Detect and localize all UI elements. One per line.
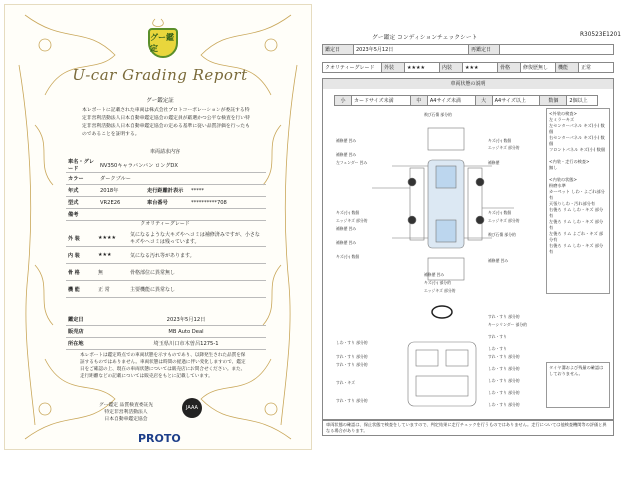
- int-stars: ★★★: [463, 63, 498, 73]
- legend-row: [334, 95, 598, 106]
- legend-key: 中: [410, 96, 427, 106]
- interior-label: キーシリンダー 部分的: [488, 322, 527, 327]
- row-value: 2018年: [98, 185, 145, 197]
- row-key: カラー: [66, 173, 98, 185]
- certificate-description: 本レポートに記載された車両は株式会社プロトコーポレーションが委託する特定非営利活動法人日本自動車鑑定協会の鑑定員が厳選かつ公平な検査を行い特定非営利活動法人日本自動車鑑定協会の定める基準に従い品質評価を行ったものであることを証明する。: [82, 108, 250, 137]
- sheet-code: R30523E1201: [580, 32, 621, 38]
- interior-label: すれ・すり 部分的: [336, 398, 368, 403]
- table-row: [66, 326, 266, 338]
- damage-label: 補修歴: [488, 160, 500, 165]
- legend-value: A4サイズ未満: [427, 96, 475, 106]
- row-value: 2023年5月12日: [106, 314, 266, 326]
- row-key: 年式: [66, 185, 98, 197]
- damage-label: エッジキズ 部分的: [488, 218, 520, 223]
- interior-label: しわ・すり 部分的: [488, 390, 520, 395]
- int-label: 内装: [440, 63, 463, 73]
- damage-label: 飛び石傷 部分的: [424, 112, 452, 117]
- table-row: [66, 314, 266, 326]
- damage-label: 補修歴 凹み: [488, 258, 509, 263]
- row-key: 所在地: [66, 338, 106, 350]
- table-row: [66, 338, 266, 350]
- damage-label: キズ(小) 数個: [488, 138, 512, 143]
- ext-stars: ★★★★: [405, 63, 440, 73]
- sheet-title: グー鑑定 コンディションチェックシート: [372, 35, 478, 41]
- legend-value: 2個以上: [567, 96, 598, 106]
- interior-label: しわ・すり 部分的: [488, 378, 520, 383]
- proto-logo: PROTO: [138, 432, 181, 445]
- row-key: 型式: [66, 197, 98, 209]
- recheck-value: [500, 45, 614, 55]
- func-value: 正常: [579, 63, 614, 73]
- logo-shield: グー鑑定: [148, 28, 178, 58]
- table-row: [66, 281, 266, 298]
- row-value: **********708: [189, 197, 266, 209]
- grade-row: [322, 62, 614, 73]
- grade-desc: 気になるような大キズやヘコミは補修済みですが、小さなキズやヘコミは残っています。: [128, 230, 266, 247]
- legend-key: 小: [335, 96, 352, 106]
- org-line: グー鑑定 品質検査委託先: [98, 403, 154, 408]
- grade-key: 骨 格: [66, 264, 96, 281]
- frame-label: 骨格: [498, 63, 521, 73]
- row-key: 販売店: [66, 326, 106, 338]
- row-value: 埼玉県川口市木曽呂1275-1: [106, 338, 266, 350]
- row-key: 鑑定日: [66, 314, 106, 326]
- table-row: [66, 185, 266, 197]
- damage-label: キズ(小) 数個: [336, 254, 360, 259]
- quality-section-title: クオリティーグレード: [140, 221, 190, 227]
- damage-label: 補修歴 凹み: [336, 240, 357, 245]
- recheck-label: 再鑑定日: [469, 45, 500, 55]
- grade-key: 内 装: [66, 247, 96, 264]
- row-key: 車台番号: [145, 197, 189, 209]
- grade-desc: 骨格部位に異常無し: [128, 264, 266, 281]
- ext-label: 外装: [382, 63, 405, 73]
- damage-label: エッジキズ 部分的: [424, 288, 456, 293]
- vehicle-section-title: 車両請求内容: [149, 149, 180, 155]
- inspection-org: [86, 402, 166, 423]
- damage-label: 左フェンダー 凹み: [336, 160, 368, 165]
- row-value: VR2E26: [98, 197, 145, 209]
- interior-label: しわ・すり 部分的: [488, 366, 520, 371]
- row-value: ダークブルー: [98, 173, 266, 185]
- issue-table: [66, 314, 266, 350]
- damage-label: 補修歴 凹み: [424, 272, 445, 277]
- row-key: 備考: [66, 209, 98, 221]
- damage-label: 補修歴 凹み: [336, 138, 357, 143]
- table-row: [66, 264, 266, 281]
- damage-label: エッジキズ 部分的: [336, 218, 368, 223]
- grade-score: 正 常: [96, 281, 128, 298]
- grade-score: ★★★★: [96, 230, 128, 247]
- grade-score: ★★★: [96, 247, 128, 264]
- frame-value: 修復歴無し: [521, 63, 556, 73]
- table-row: [66, 209, 266, 221]
- table-row: [66, 247, 266, 264]
- date-row: [322, 44, 614, 55]
- legend-value: A4サイズ以上: [492, 96, 540, 106]
- interior-label: すれ・すり 部分的: [488, 354, 520, 359]
- interior-label: しわ・すり 部分的: [488, 402, 520, 407]
- damage-label: 補修歴 凹み: [336, 152, 357, 157]
- table-row: [66, 158, 266, 173]
- certificate-footnote: 本レポートは鑑定時点での車両状態を示すものであり、以降発生された品質を保証するものではありません。車両状態は時間の経過に伴い変化しますので、鑑定日をご確認の上、現在の車両状態については販売店にお問合せください。また、走行距離などの記載については販売店をもとに記載しています。: [80, 353, 246, 379]
- row-key: 車名・グレード: [66, 158, 98, 173]
- org-line: 特定非営利活動法人: [104, 410, 148, 415]
- qg-label: クオリティーグレード: [323, 63, 382, 73]
- date-value: 2023年5月12日: [354, 45, 469, 55]
- row-value: NV350キャラバンバン ロングDX: [98, 158, 266, 173]
- damage-label: エッジキズ 部分的: [488, 145, 520, 150]
- damage-label: 補修歴 凹み: [336, 226, 357, 231]
- row-value: MB Auto Deal: [106, 326, 266, 338]
- interior-label: すれ・キズ: [336, 380, 355, 385]
- date-label: 鑑定日: [323, 45, 354, 55]
- row-value: *****: [189, 185, 266, 197]
- interior-label: すれ・すり: [488, 334, 507, 339]
- interior-label: しわ・すり: [488, 346, 507, 351]
- inspection-notes: <外装の検査> 左ミラーキズ 左センターパネル キズ(小) 数個 右センターパネル キズ(小) 数個 フロントパネル キズ(小) 数個 <内装・走行の検査> 無し <内装の状態> 粉磨水準 カーペット しわ・よごれ部分有 天張りしわ・汚れ部分有 右後ろ リム しわ・キズ 部分有 左後ろ リム しわ・キズ 部分有 左後ろ リム よごれ・キズ 部分有 右後ろ リム しわ・キズ 部分有: [546, 108, 610, 294]
- interior-diagram: [396, 300, 486, 412]
- damage-label: キズ(小) 数個: [488, 210, 512, 215]
- state-title: 車両状態の説明: [323, 79, 613, 89]
- legend-key: 大: [475, 96, 492, 106]
- ugr-title: U-car Grading Report: [72, 66, 248, 84]
- jaaa-seal: JAAA: [182, 398, 202, 418]
- grade-desc: 気になる汚れ等があります。: [128, 247, 266, 264]
- damage-label: キズ(小) 数個: [336, 210, 360, 215]
- grade-score: 無: [96, 264, 128, 281]
- table-row: [66, 173, 266, 185]
- grade-key: 外 装: [66, 230, 96, 247]
- exterior-diagram: [332, 108, 542, 298]
- row-value: [98, 209, 266, 221]
- interior-label: すれ・すり 部分的: [488, 314, 520, 319]
- bottom-disclaimer: 車両状態の確認は、保止状態で検査をしていますので、判定結果に走行チェックを行うものではありません。走行については他検査機関等の評価と異なる場合があります。: [322, 420, 614, 436]
- row-key: 走行距離計表示: [145, 185, 189, 197]
- interior-label: すれ・すり 部分的: [336, 354, 368, 359]
- grade-table: [66, 230, 266, 298]
- legend-key: 数個: [540, 96, 567, 106]
- interior-label: すれ・すり 部分的: [336, 362, 368, 367]
- table-row: [66, 197, 266, 209]
- table-row: [66, 230, 266, 247]
- grade-key: 機 能: [66, 281, 96, 298]
- vehicle-table: [66, 158, 266, 221]
- steering-wheel-icon: [432, 306, 452, 318]
- interior-label: しわ・すり 部分的: [336, 340, 368, 345]
- tire-note: タイヤ溝および残量の確認はしておりません。: [546, 362, 610, 408]
- func-label: 機能: [556, 63, 579, 73]
- legend-value: カードサイズ未満: [352, 96, 411, 106]
- certificate-title: グー鑑定証: [146, 98, 174, 104]
- grade-desc: 主要機能に異常なし: [128, 281, 266, 298]
- damage-label: キズ(小) 部分的: [424, 280, 451, 285]
- damage-label: 飛び石傷 部分的: [488, 232, 516, 237]
- org-line: 日本自動車鑑定協会: [104, 417, 148, 422]
- goo-kantei-logo: [148, 28, 178, 58]
